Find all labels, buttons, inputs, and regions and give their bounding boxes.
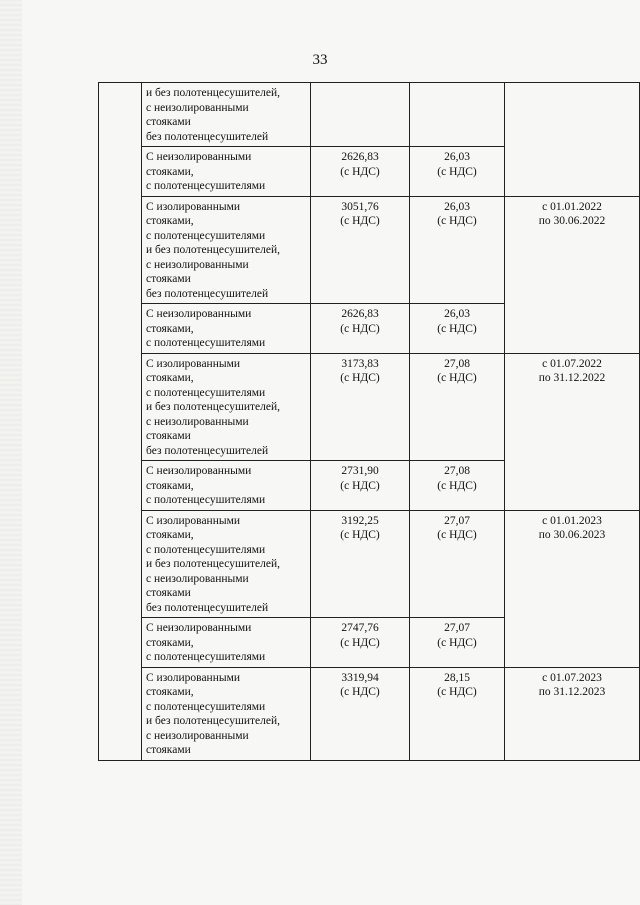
tariff-price-value: 3051,76 <box>341 200 379 213</box>
riser-type-line: без полотенцесушителей <box>146 287 269 300</box>
vat-note: (с НДС) <box>437 686 477 698</box>
norm-value-cell <box>410 196 505 304</box>
vat-note: (с НДС) <box>340 215 380 227</box>
tariff-price-cell <box>311 196 410 304</box>
riser-type-line: С неизолированными <box>146 308 252 320</box>
table-row <box>99 83 640 147</box>
row-number-cell <box>99 83 142 761</box>
norm-value: 27,07 <box>444 514 470 527</box>
vat-note: (с НДС) <box>340 529 380 541</box>
tariff-price-cell <box>311 147 410 197</box>
period-end: по 31.12.2022 <box>538 372 606 384</box>
riser-type-line: с полотенцесушителями <box>146 700 266 713</box>
norm-value-cell <box>410 83 505 147</box>
riser-type-cell <box>142 461 311 511</box>
vat-note: (с НДС) <box>340 479 380 492</box>
riser-type-line: стояками, <box>146 686 194 698</box>
period-end: по 30.06.2022 <box>538 215 606 227</box>
period-end: по 31.12.2023 <box>538 686 606 698</box>
vat-note: (с НДС) <box>340 636 380 649</box>
tariff-price-cell <box>311 353 410 461</box>
riser-type-cell <box>142 147 311 197</box>
vat-note: (с НДС) <box>437 215 477 227</box>
riser-type-line: с неизолированными <box>146 101 249 114</box>
tariff-price-value: 3173,83 <box>341 357 379 370</box>
norm-value: 26,03 <box>444 200 470 213</box>
riser-type-line: стояками, <box>146 322 194 335</box>
riser-type-line: С неизолированными <box>146 465 252 477</box>
tariff-price-cell <box>311 667 410 760</box>
riser-type-line: и без полотенцесушителей, <box>146 244 281 256</box>
riser-type-line: с полотенцесушителями <box>146 337 266 349</box>
validity-period-cell <box>505 667 640 760</box>
riser-type-line: С изолированными <box>146 671 241 684</box>
tariff-price-value: 2626,83 <box>341 308 379 320</box>
norm-value-cell <box>410 461 505 511</box>
riser-type-line: С изолированными <box>146 200 241 213</box>
vat-note: (с НДС) <box>437 165 477 178</box>
vat-note: (с НДС) <box>437 479 477 492</box>
riser-type-line: с неизолированными <box>146 415 249 428</box>
page-number: 33 <box>312 52 328 68</box>
vat-note: (с НДС) <box>340 372 380 384</box>
norm-value-cell <box>410 510 505 618</box>
table-row <box>99 667 640 760</box>
tariff-price-cell <box>311 510 410 618</box>
riser-type-line: стояками <box>146 587 191 599</box>
riser-type-line: С изолированными <box>146 357 241 370</box>
norm-value: 26,03 <box>444 151 470 163</box>
riser-type-line: стояками, <box>146 215 194 227</box>
vat-note: (с НДС) <box>437 636 477 649</box>
riser-type-line: С изолированными <box>146 514 241 527</box>
vat-note: (с НДС) <box>437 322 477 335</box>
validity-period-cell <box>505 510 640 667</box>
riser-type-line: стояками, <box>146 636 194 649</box>
riser-type-line: с неизолированными <box>146 729 249 742</box>
tariff-price-value: 3192,25 <box>341 514 379 527</box>
tariff-price-cell <box>311 304 410 354</box>
riser-type-cell <box>142 353 311 461</box>
norm-value: 27,08 <box>444 357 470 370</box>
tariff-price-value: 3319,94 <box>341 671 379 684</box>
riser-type-line: с неизолированными <box>146 258 249 271</box>
tariff-table-body <box>99 83 640 761</box>
riser-type-line: стояками <box>146 273 191 285</box>
riser-type-line: с полотенцесушителями <box>146 229 266 242</box>
riser-type-line: стояками, <box>146 165 194 178</box>
period-start: с 01.07.2022 <box>542 357 602 370</box>
norm-value-cell <box>410 353 505 461</box>
riser-type-line: стояками, <box>146 529 194 541</box>
riser-type-line: без полотенцесушителей <box>146 130 269 143</box>
tariff-table <box>98 82 640 761</box>
riser-type-cell <box>142 196 311 304</box>
riser-type-cell <box>142 618 311 668</box>
riser-type-line: и без полотенцесушителей, <box>146 715 281 727</box>
norm-value-cell <box>410 147 505 197</box>
riser-type-line: стояками, <box>146 479 194 492</box>
scan-edge <box>0 0 22 905</box>
tariff-price-value: 2747,76 <box>341 622 379 634</box>
riser-type-line: стояками <box>146 744 191 756</box>
period-start: с 01.01.2023 <box>542 514 602 527</box>
validity-period-cell <box>505 353 640 510</box>
riser-type-line: с полотенцесушителями <box>146 386 266 399</box>
riser-type-line: с неизолированными <box>146 572 249 585</box>
tariff-price-value: 2626,83 <box>341 151 379 163</box>
norm-value: 27,07 <box>444 622 470 634</box>
vat-note: (с НДС) <box>340 686 380 698</box>
table-row <box>99 196 640 304</box>
table-row <box>99 510 640 618</box>
riser-type-line: стояками, <box>146 372 194 384</box>
riser-type-line: С неизолированными <box>146 622 252 634</box>
table-row <box>99 353 640 461</box>
validity-period-cell <box>505 83 640 197</box>
vat-note: (с НДС) <box>340 165 380 178</box>
period-start: с 01.07.2023 <box>542 671 602 684</box>
riser-type-cell <box>142 304 311 354</box>
riser-type-line: и без полотенцесушителей, <box>146 401 281 413</box>
vat-note: (с НДС) <box>437 372 477 384</box>
riser-type-line: без полотенцесушителей <box>146 601 269 614</box>
validity-period-cell <box>505 196 640 353</box>
vat-note: (с НДС) <box>437 529 477 541</box>
riser-type-cell <box>142 510 311 618</box>
riser-type-line: стояками <box>146 116 191 128</box>
riser-type-line: с полотенцесушителями <box>146 651 266 663</box>
riser-type-cell <box>142 667 311 760</box>
riser-type-line: и без полотенцесушителей, <box>146 558 281 570</box>
tariff-price-cell <box>311 83 410 147</box>
riser-type-line: С неизолированными <box>146 151 252 163</box>
tariff-price-cell <box>311 618 410 668</box>
vat-note: (с НДС) <box>340 322 380 335</box>
tariff-price-cell <box>311 461 410 511</box>
riser-type-line: с полотенцесушителями <box>146 543 266 556</box>
norm-value: 27,08 <box>444 465 470 477</box>
norm-value-cell <box>410 304 505 354</box>
norm-value: 26,03 <box>444 308 470 320</box>
period-start: с 01.01.2022 <box>542 200 602 213</box>
norm-value-cell <box>410 667 505 760</box>
norm-value: 28,15 <box>444 671 470 684</box>
norm-value-cell <box>410 618 505 668</box>
riser-type-line: стояками <box>146 430 191 442</box>
period-end: по 30.06.2023 <box>538 529 606 541</box>
riser-type-line: с полотенцесушителями <box>146 494 266 506</box>
riser-type-line: с полотенцесушителями <box>146 180 266 192</box>
riser-type-cell <box>142 83 311 147</box>
tariff-price-value: 2731,90 <box>341 465 379 477</box>
riser-type-line: и без полотенцесушителей, <box>146 87 281 99</box>
riser-type-line: без полотенцесушителей <box>146 444 269 457</box>
